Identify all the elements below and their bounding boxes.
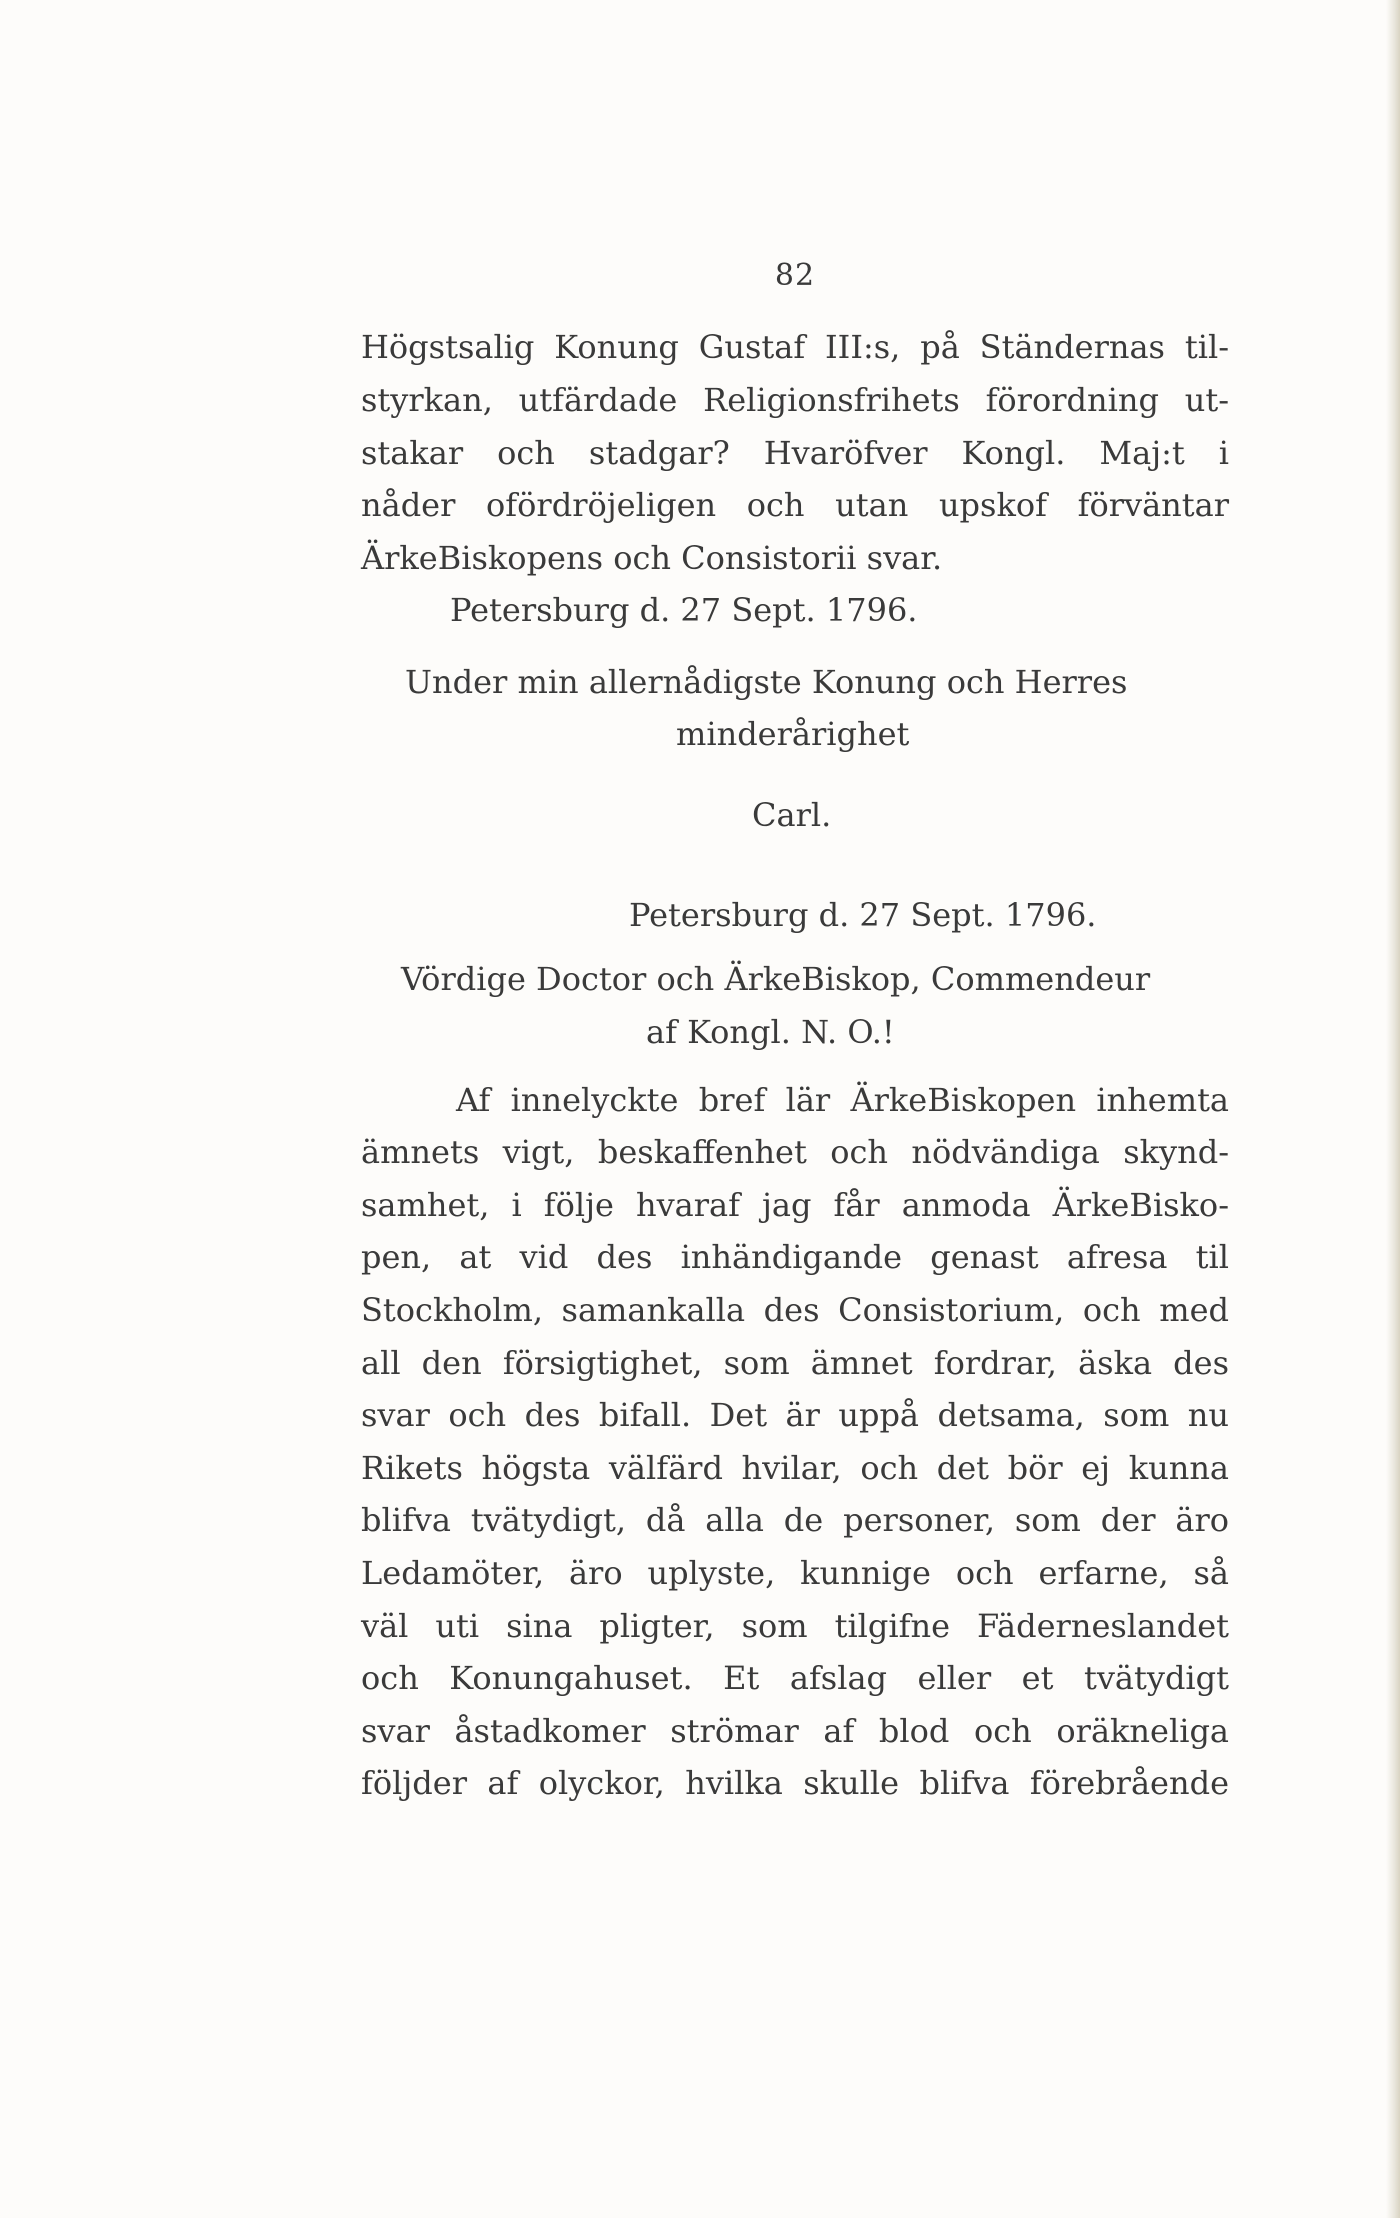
body-line-2: ämnets vigt, beskaffenhet och nödvändiga skynd- <box>361 1133 1229 1171</box>
page-edge <box>1386 0 1400 2218</box>
body-line-7: svar och des bifall. Det är uppå detsama, som nu <box>361 1396 1229 1434</box>
salutation-cont: af Kongl. N. O.! <box>646 1013 895 1051</box>
body-line-1: Af innelyckte bref lär ÄrkeBiskopen inhemta <box>456 1081 1229 1119</box>
body-line-13: svar åstadkomer strömar af blod och oräkneliga <box>361 1712 1229 1750</box>
body-line-9: blifva tvätydigt, då alla de personer, som der äro <box>361 1501 1229 1539</box>
text-line-4: nåder ofördröjeligen och utan upskof förväntar <box>361 486 1229 524</box>
body-line-5: Stockholm, samankalla des Consistorium, och med <box>361 1291 1229 1329</box>
signature-name: Carl. <box>752 796 832 834</box>
body-line-12: och Konungahuset. Et afslag eller et tvätydigt <box>361 1659 1229 1697</box>
dateline-1: Petersburg d. 27 Sept. 1796. <box>450 591 918 629</box>
salutation: Vördige Doctor och ÄrkeBiskop, Commendeur <box>401 960 1151 998</box>
body-line-10: Ledamöter, äro uplyste, kunnige och erfarne, så <box>361 1554 1229 1592</box>
body-line-14: följder af olyckor, hvilka skulle blifva förebrående <box>361 1764 1229 1802</box>
body-line-8: Rikets högsta välfärd hvilar, och det bör ej kunna <box>361 1449 1229 1487</box>
text-line-2: styrkan, utfärdade Religionsfrihets förordning ut- <box>361 381 1229 419</box>
page-number: 82 <box>774 258 816 293</box>
text-line-3: stakar och stadgar? Hvaröfver Kongl. Maj:t i <box>361 434 1229 472</box>
signature-preamble-cont: minderårighet <box>676 715 910 753</box>
text-line-1: Högstsalig Konung Gustaf III:s, på Ständernas til- <box>361 328 1229 366</box>
body-line-6: all den försigtighet, som ämnet fordrar, äska des <box>361 1344 1229 1382</box>
signature-preamble: Under min allernådigste Konung och Herres <box>405 663 1128 701</box>
body-line-11: väl uti sina pligter, som tilgifne Fäderneslandet <box>361 1607 1229 1645</box>
body-line-3: samhet, i följe hvaraf jag får anmoda ÄrkeBisko- <box>361 1186 1229 1224</box>
dateline-2: Petersburg d. 27 Sept. 1796. <box>629 896 1097 934</box>
body-line-4: pen, at vid des inhändigande genast afresa til <box>361 1238 1229 1276</box>
text-line-5: ÄrkeBiskopens och Consistorii svar. <box>361 539 943 577</box>
